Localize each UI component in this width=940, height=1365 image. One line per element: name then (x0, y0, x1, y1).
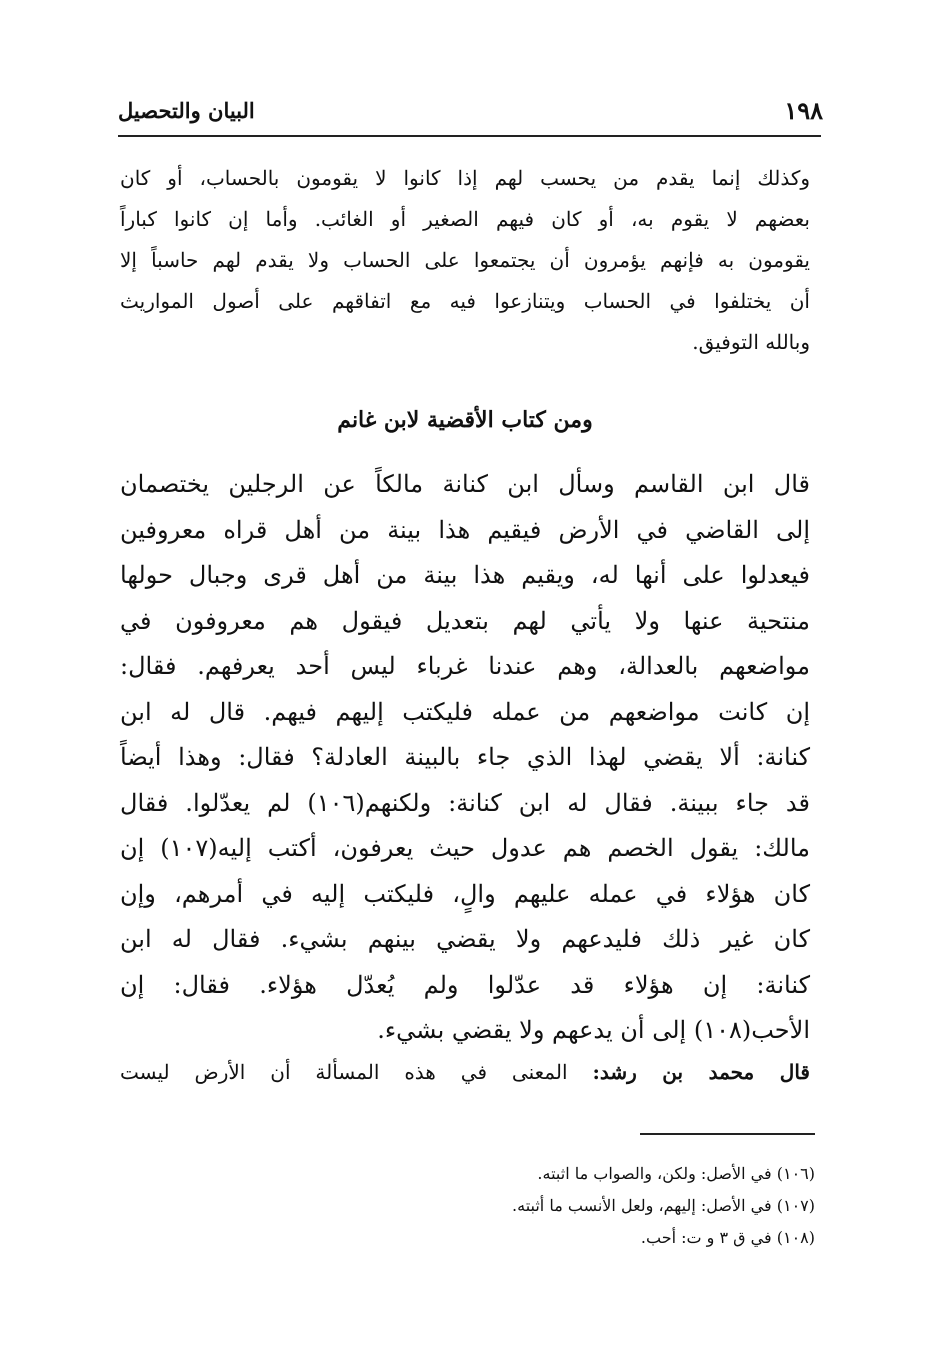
text-line: وكذلك إنما يقدم من يحسب لهم إذا كانوا لا يقومون بالحساب، أو كان (120, 166, 810, 190)
text-line: كان غير ذلك فليدعهم ولا يقضي بينهم بشيء. فقال له ابن (120, 925, 810, 953)
text-line: مالك: يقول الخصم هم عدول حيث يعرفون، أكتب إليه(١٠٧) إن (120, 834, 810, 862)
text-line: قد جاء ببينة. فقال له ابن كنانة: ولكنهم(١٠٦) لم يعدّلوا. فقال (120, 788, 810, 817)
text-line: بعضهم لا يقوم به، أو كان فيهم الصغير أو الغائب. وأما إن كانوا كباراً (120, 207, 810, 231)
section-heading: ومن كتاب الأقضية لابن غانم (337, 407, 593, 433)
page-header (118, 96, 823, 130)
running-title: البيان والتحصيل (118, 98, 255, 123)
text-line: كان هؤلاء في عمله عليهم والٍ، فليكتب إليه في أمرهم، وإن (120, 879, 810, 908)
footnote-rule (640, 1133, 815, 1135)
paragraph-continuation (120, 158, 810, 363)
text-line: منتحية عنها ولا يأتي لهم بتعديل فيقول هم معروفون في (120, 606, 810, 635)
footnote-106: (١٠٦) في الأصل: ولكن، والصواب ما اثبته. (537, 1164, 815, 1183)
page-number: ١٩٨ (784, 96, 823, 125)
text-line: إلى القاضي في الأرض فيقيم هذا بينة من أهل قراه معروفين (120, 515, 810, 544)
text-line: يقومون به فإنهم يؤمرون أن يجتمعوا على الحساب ولا يقدم لهم حاسباً إلا (120, 248, 810, 272)
commentary-text: المعنى في هذه المسألة أن الأرض ليست (120, 1060, 593, 1084)
footnotes (360, 1158, 815, 1254)
text-line: الأحب(١٠٨) إلى أن يدعهم ولا يقضي بشيء. (377, 1016, 810, 1044)
text-line: مواضعهم بالعدالة، وهم عندنا غرباء ليس أحد يعرفهم. فقال: (120, 652, 810, 680)
text-line: قال ابن القاسم وسأل ابن كنانة مالكاً عن الرجلين يختصمان (120, 470, 810, 498)
commentary-lead: قال محمد بن رشد: (592, 1060, 810, 1084)
paragraph-commentary (120, 1055, 810, 1089)
text-line: إن كانت مواضعهم من عمله فليكتب إليهم فيهم. قال له ابن (120, 697, 810, 726)
paragraph-main (120, 462, 810, 1054)
text-line: فيعدلوا على أنها له، ويقيم هذا بينة من أهل قرى وجبال حولها (120, 561, 810, 589)
text-line (120, 1055, 810, 1089)
footnote-107: (١٠٧) في الأصل: إليهم، ولعل الأنسب ما أثبته. (512, 1196, 815, 1215)
text-line: كنانة: ألا يقضي لهذا الذي جاء بالبينة العادلة؟ فقال: وهذا أيضاً (120, 743, 810, 771)
header-rule (118, 135, 821, 137)
text-line: وبالله التوفيق. (692, 330, 810, 354)
text-line: كنانة: إن هؤلاء قد عدّلوا ولم يُعدّل هؤلاء. فقال: إن (120, 970, 810, 999)
footnote-108: (١٠٨) في ق ٣ و ت: أحب. (640, 1228, 815, 1247)
text-line: أن يختلفوا في الحساب ويتنازعوا فيه مع اتفاقهم على أصول المواريث (120, 289, 810, 313)
